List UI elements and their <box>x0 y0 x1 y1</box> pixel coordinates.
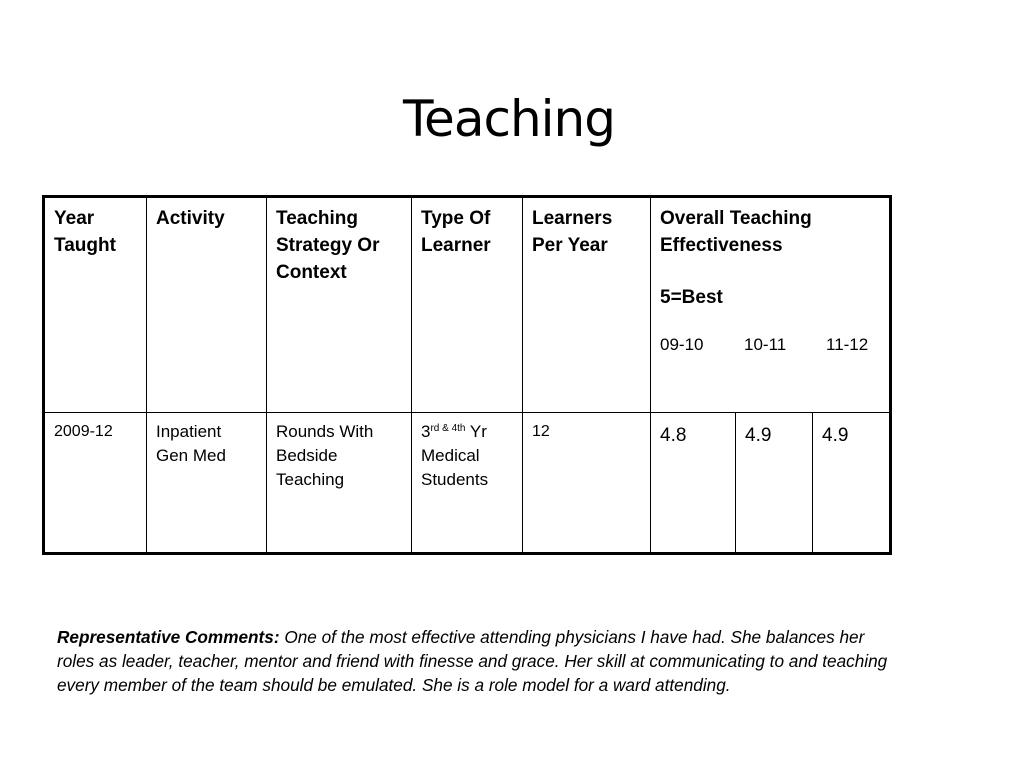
header-strategy: Teaching Strategy Or Context <box>267 197 412 413</box>
learner-number: 3 <box>421 422 431 441</box>
header-learners-per-year: Learners Per Year <box>523 197 651 413</box>
year-label: 10-11 <box>744 335 787 354</box>
cell-learner-type <box>412 413 523 554</box>
slide-title: Teaching <box>403 90 615 148</box>
year-label: 09-10 <box>660 335 704 354</box>
cell-score: 4.9 <box>813 413 891 554</box>
header-effectiveness <box>651 197 891 413</box>
cell-score: 4.8 <box>651 413 736 554</box>
teaching-table <box>42 195 892 555</box>
cell-activity: Inpatient Gen Med <box>147 413 267 554</box>
comments-label: Representative Comments: <box>57 627 280 647</box>
year-label: 11-12 <box>826 335 869 354</box>
cell-learners-per-year: 12 <box>523 413 651 554</box>
header-year-taught: Year Taught <box>44 197 147 413</box>
table-header-row <box>44 197 891 413</box>
header-learner-type: Type Of Learner <box>412 197 523 413</box>
table-row <box>44 413 891 554</box>
effectiveness-years <box>660 333 880 357</box>
cell-year-taught: 2009-12 <box>44 413 147 554</box>
comments-text: One of the most effective attending physicians I have had. She balances her roles as leader, teacher, mentor and friend with finesse and grace. Her skill at communicating to and teaching every member of the team should be emulated. She is a role model for a ward attending. <box>57 627 888 695</box>
effectiveness-scale: 5=Best <box>660 287 723 308</box>
representative-comments <box>57 625 897 697</box>
cell-strategy: Rounds With Bedside Teaching <box>267 413 412 554</box>
effectiveness-title: Overall Teaching Effectiveness <box>660 208 812 256</box>
learner-superscript: rd & 4th <box>430 423 466 434</box>
learner-rest: Yr Medical Students <box>421 422 489 489</box>
header-activity: Activity <box>147 197 267 413</box>
cell-score: 4.9 <box>736 413 813 554</box>
